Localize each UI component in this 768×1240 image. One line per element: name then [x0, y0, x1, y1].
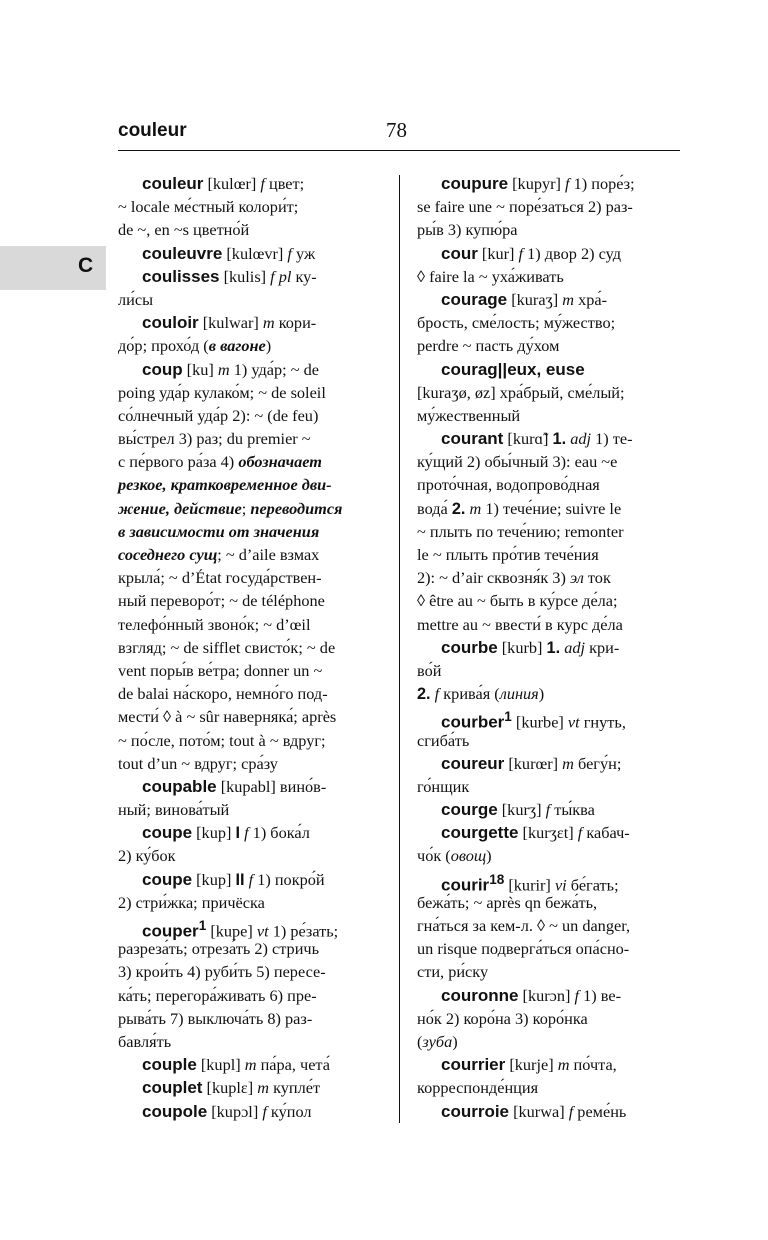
- entry-text: со́лнечный уда́р 2): ~ (de feu): [118, 405, 319, 425]
- entry-text: ◊ faire la ~ уха́живать: [417, 266, 564, 286]
- headword: coureur: [441, 753, 505, 773]
- entry-headline: [118, 775, 384, 798]
- sense-number: 2.: [417, 685, 431, 704]
- homonym-index: 1: [198, 918, 207, 933]
- entry-headline: [118, 265, 384, 288]
- entry-text: [kurɔn]: [518, 985, 575, 1005]
- entry-text: [kurwa]: [509, 1101, 569, 1121]
- entry-text: бегу́н;: [573, 753, 622, 773]
- entry-line: [118, 891, 384, 914]
- entry-line: [118, 705, 384, 728]
- entry-line: [417, 844, 683, 867]
- headword: coulisses: [142, 266, 220, 286]
- entry-text: с пе́рвого ра́за 4): [118, 452, 239, 472]
- headword: courber: [441, 712, 505, 732]
- entry-line: [118, 589, 384, 612]
- entry-line: [417, 1030, 683, 1053]
- entry-text: мести́ ◊ à ~ sûr наверняка́; après: [118, 707, 337, 727]
- entry-headline: [118, 242, 384, 265]
- entry-text: кри-: [585, 637, 620, 657]
- entry-text: бавля́ть: [118, 1031, 172, 1051]
- entry-line: [118, 937, 384, 960]
- page-number: 78: [386, 118, 407, 142]
- header-rule: [118, 150, 680, 151]
- entry-text: [kuraʒø, øz] хра́брый, сме́лый;: [417, 382, 625, 402]
- entry-text: [kurʒɛt]: [518, 823, 578, 843]
- entry-text: 1) уда́р; ~ de: [229, 359, 319, 379]
- entry-line: [417, 775, 683, 798]
- grammar-label: овощ: [450, 846, 487, 866]
- entry-text: ): [265, 336, 272, 356]
- entry-text: бежа́ть; ~ après qn бежа́ть,: [417, 892, 598, 912]
- entry-line: [118, 473, 384, 496]
- entry-line: [118, 682, 384, 705]
- headword: courge: [441, 800, 498, 820]
- grammar-label: adj: [564, 637, 585, 657]
- headword: courant: [441, 429, 504, 449]
- alphabet-tab-letter: C: [78, 254, 94, 277]
- entry-text: хра́-: [574, 289, 608, 309]
- usage-note: в зависимости от значения: [118, 521, 320, 541]
- headword: couloir: [142, 313, 199, 333]
- entry-line: [118, 288, 384, 311]
- entry-text: 1) ве-: [579, 985, 621, 1005]
- grammar-label: m: [562, 753, 574, 773]
- entry-line: [118, 566, 384, 589]
- right-column: [417, 172, 683, 1123]
- entry-headline: [417, 821, 683, 844]
- entry-text: [kulœvr]: [222, 243, 288, 263]
- entry-line: [118, 844, 384, 867]
- entry-text: бе́гать;: [566, 875, 619, 895]
- entry-line: [118, 1007, 384, 1030]
- entry-line: [417, 497, 683, 520]
- entry-headline: [417, 427, 683, 450]
- entry-text: 2) ку́бок: [118, 846, 176, 866]
- entry-text: во́й: [417, 660, 442, 680]
- entry-headline: [118, 1100, 384, 1123]
- entry-line: [417, 195, 683, 218]
- running-head-word: couleur: [118, 120, 187, 141]
- entry-headline: [118, 311, 384, 334]
- entry-headline: [417, 242, 683, 265]
- entry-text: 1) те-: [591, 429, 633, 449]
- entry-line: [118, 752, 384, 775]
- entry-text: вода́: [417, 498, 452, 518]
- entry-text: [kurje]: [505, 1055, 558, 1075]
- entry-line: [417, 937, 683, 960]
- entry-line: [118, 450, 384, 473]
- entry-text: ): [538, 684, 545, 704]
- entry-line: [118, 613, 384, 636]
- headword: coup: [142, 359, 183, 379]
- entry-text: кабач-: [582, 823, 630, 843]
- entry-headline: [118, 172, 384, 195]
- entry-text: [kupe]: [206, 921, 257, 941]
- entry-text: разреза́ть; отреза́ть 2) стричь: [118, 939, 320, 959]
- entry-line: [417, 218, 683, 241]
- entry-text: купле́т: [269, 1078, 321, 1098]
- grammar-label: f: [565, 174, 570, 193]
- grammar-label: m: [469, 498, 482, 518]
- homonym-index: 18: [489, 871, 505, 887]
- entry-line: [417, 265, 683, 288]
- entry-text: [kup]: [192, 869, 236, 889]
- entry-text: 3) крои́ть 4) руби́ть 5) пересе-: [118, 962, 326, 982]
- entry-headline: [417, 868, 683, 895]
- headword: couronne: [441, 985, 519, 1005]
- entry-text: ку́пол: [266, 1101, 312, 1121]
- entry-text: perdre ~ пасть ду́хом: [417, 336, 560, 356]
- entry-text: ~ по́сле, пото́м; tout à ~ вдруг;: [118, 730, 326, 750]
- headword: couplet: [142, 1078, 203, 1098]
- entry-text: вы́стрел 3) раз; du premier ~: [118, 429, 311, 449]
- entry-headline: [118, 868, 384, 891]
- entry-text: реме́нь: [573, 1101, 627, 1121]
- column-divider: [399, 175, 400, 1123]
- entry-text: взгляд; ~ de sifflet свисто́к; ~ de: [118, 637, 336, 657]
- entry-text: tout d’un ~ вдруг; сра́зу: [118, 753, 278, 773]
- headword: couper: [142, 921, 199, 941]
- grammar-label: f: [577, 823, 583, 843]
- sense-number: I: [235, 824, 240, 843]
- headword: coupe: [142, 823, 193, 843]
- entry-line: [118, 404, 384, 427]
- grammar-label: f: [244, 823, 249, 843]
- entry-text: de ~, en ~s цветно́й: [118, 220, 250, 240]
- grammar-label: f: [248, 869, 254, 889]
- grammar-label: adj: [570, 429, 592, 449]
- usage-note: переводится: [250, 498, 343, 518]
- grammar-label: f: [287, 243, 292, 263]
- entry-headline: [118, 914, 384, 941]
- entry-text: [kurir]: [504, 875, 555, 895]
- entry-headline: [118, 358, 384, 381]
- entry-line: [417, 381, 683, 404]
- entry-text: ~ плыть по тече́нию; remonter: [417, 521, 624, 541]
- entry-text: 1) тече́ние; suivre le: [481, 498, 622, 518]
- entry-text: [ku]: [182, 359, 218, 379]
- entry-headline: [417, 798, 683, 821]
- entry-headline: [417, 172, 683, 195]
- entry-headline: [118, 821, 384, 844]
- left-column: [118, 172, 384, 1123]
- entry-text: ~ locale ме́стный колори́т;: [118, 197, 299, 217]
- entry-text: [kurɑ̃]: [503, 429, 553, 449]
- entry-text: mettre au ~ ввести́ в курс де́ла: [417, 614, 623, 634]
- entry-line: [417, 520, 683, 543]
- alphabet-tab: [0, 246, 106, 290]
- entry-text: [kurʒ]: [497, 800, 546, 820]
- entry-line: [118, 960, 384, 983]
- entry-line: [417, 659, 683, 682]
- homonym-index: 1: [504, 709, 512, 725]
- entry-text: [kuplɛ]: [202, 1078, 258, 1098]
- entry-line: [118, 984, 384, 1007]
- usage-note: соседнего сущ: [118, 545, 218, 564]
- entry-line: [417, 613, 683, 636]
- grammar-label: vt: [567, 712, 580, 732]
- entry-headline: [417, 288, 683, 311]
- entry-text: [kur]: [477, 243, 519, 263]
- entry-text: [kulœr]: [203, 174, 261, 193]
- headword: couleuvre: [142, 243, 223, 263]
- entry-headline: [417, 752, 683, 775]
- entry-text: го́нщик: [417, 776, 470, 796]
- headword: coupe: [142, 869, 193, 889]
- headword: cour: [441, 243, 478, 263]
- entry-text: [kurbe]: [511, 712, 568, 732]
- entry-text: гна́ться за кем-л. ◊ ~ un danger,: [417, 916, 631, 935]
- grammar-label: f: [568, 1101, 574, 1121]
- entry-text: кори-: [274, 313, 317, 333]
- entry-line: [417, 891, 683, 914]
- entry-line: [417, 589, 683, 612]
- usage-note: обозначает: [238, 452, 322, 472]
- headword: courage: [441, 289, 508, 309]
- entry-text: чо́к (: [417, 846, 451, 866]
- usage-note: в вагоне: [208, 336, 266, 356]
- entry-text: ты́ква: [550, 800, 595, 820]
- running-header: [118, 118, 678, 148]
- grammar-label: vt: [256, 921, 269, 941]
- entry-text: [kulis]: [219, 266, 271, 286]
- grammar-label: f pl: [270, 266, 292, 286]
- entry-text: poing уда́р кулако́м; ~ de soleil: [118, 382, 326, 402]
- entry-text: 1) покро́й: [253, 869, 325, 889]
- entry-text: [kup]: [192, 823, 236, 843]
- entry-text: ку-: [291, 266, 317, 286]
- entry-text: сти, ри́ску: [417, 962, 489, 982]
- entry-line: [417, 404, 683, 427]
- entry-text: ◊ être au ~ быть в ку́рсе де́ла;: [417, 591, 618, 611]
- entry-text: брость, сме́лость; му́жество;: [417, 313, 616, 333]
- grammar-label: m: [217, 359, 230, 379]
- headword: courrier: [441, 1055, 506, 1075]
- entry-line: [118, 520, 384, 543]
- entry-text: [kulwar]: [198, 313, 263, 333]
- sense-number: 1.: [552, 430, 567, 449]
- entry-line: [118, 195, 384, 218]
- entry-text: ;: [241, 498, 251, 518]
- grammar-label: m: [262, 313, 275, 333]
- headword: courroie: [441, 1101, 510, 1121]
- grammar-label: f: [434, 684, 440, 704]
- entry-text: [kurœr]: [504, 753, 563, 773]
- entry-text: уж: [291, 243, 316, 263]
- entry-text: ры́в 3) купю́ра: [417, 220, 518, 240]
- grammar-label: зуба: [422, 1031, 453, 1051]
- entry-text: корреспонде́нция: [417, 1078, 539, 1098]
- entry-text: se faire une ~ поре́заться 2) раз-: [417, 197, 633, 217]
- grammar-label: f: [518, 243, 524, 263]
- headword: courir: [441, 875, 490, 895]
- entry-line: [118, 497, 384, 520]
- entry-text: ): [486, 846, 492, 866]
- entry-text: [kurb]: [497, 637, 547, 657]
- entry-text: крыла́; ~ d’État госуда́рствен-: [118, 568, 322, 588]
- grammar-label: m: [257, 1078, 269, 1098]
- entry-text: ный переворо́т; ~ de téléphone: [118, 591, 325, 611]
- headword: coupure: [441, 174, 509, 193]
- entry-text: крива́я (: [439, 684, 500, 704]
- entry-line: [417, 543, 683, 566]
- headword: courgette: [441, 823, 519, 843]
- entry-text: сгиба́ть: [417, 730, 470, 750]
- entry-text: прото́чная, водопрово́дная: [417, 475, 600, 495]
- entry-line: [417, 473, 683, 496]
- entry-text: но́к 2) коро́на 3) коро́нка: [417, 1008, 588, 1028]
- entry-text: [kupɔl]: [207, 1101, 263, 1121]
- grammar-label: m: [557, 1055, 570, 1075]
- entry-text: телефо́нный звоно́к; ~ d’œil: [118, 614, 311, 634]
- entry-headline: [118, 1076, 384, 1099]
- entry-text: 1) двор 2) суд: [523, 243, 622, 263]
- entry-text: ный; винова́тый: [118, 800, 230, 820]
- entry-line: [118, 543, 384, 566]
- entry-headline: [417, 636, 683, 659]
- entry-text: до́р; прохо́д (: [118, 336, 209, 356]
- grammar-label: эл: [569, 568, 584, 588]
- entry-text: ; ~ d’aile взмах: [217, 545, 320, 564]
- entry-text: [kupabl] вино́в-: [216, 776, 327, 796]
- entry-headline: [417, 358, 683, 381]
- grammar-label: m: [244, 1055, 257, 1075]
- entry-text: ка́ть; перегора́живать 6) пре-: [118, 985, 317, 1005]
- entry-headline: [417, 984, 683, 1007]
- headword: couple: [142, 1055, 197, 1075]
- entry-text: па́ра, чета́: [256, 1055, 330, 1075]
- entry-headline: [417, 1053, 683, 1076]
- grammar-label: f: [262, 1101, 267, 1121]
- headword: coupable: [142, 776, 217, 796]
- entry-headline: [417, 1100, 683, 1123]
- entry-text: ток: [583, 568, 611, 588]
- sense-number: 1.: [546, 638, 561, 657]
- entry-text: цвет;: [264, 174, 305, 193]
- entry-line: [118, 218, 384, 241]
- entry-line: [118, 1030, 384, 1053]
- entry-text: 1) бока́л: [248, 823, 310, 843]
- entry-text: (: [417, 1031, 423, 1051]
- entry-line: [118, 427, 384, 450]
- entry-text: ку́щий 2) обы́чный 3): eau ~e: [417, 452, 618, 472]
- entry-text: un risque подверга́ться опа́сно-: [417, 939, 630, 959]
- entry-line: [417, 1076, 683, 1099]
- entry-text: рыва́ть 7) выключа́ть 8) раз-: [118, 1008, 313, 1028]
- grammar-label: f: [260, 174, 265, 193]
- entry-text: [kupyr]: [508, 174, 566, 193]
- sense-number: II: [235, 870, 245, 889]
- headword: coupole: [142, 1101, 208, 1121]
- entry-line: [417, 334, 683, 357]
- grammar-label: m: [562, 289, 575, 309]
- entry-line: [417, 566, 683, 589]
- entry-text: гнуть,: [579, 712, 626, 732]
- grammar-label: f: [545, 800, 551, 820]
- entry-line: [417, 311, 683, 334]
- entry-headline: [118, 1053, 384, 1076]
- entry-text: 2) стри́жка; причёска: [118, 892, 265, 912]
- entry-line: [118, 729, 384, 752]
- entry-text: [kupl]: [196, 1055, 245, 1075]
- headword: courag||eux, euse: [441, 359, 585, 379]
- entry-headline: [417, 705, 683, 732]
- entry-line: [118, 334, 384, 357]
- entry-text: ): [452, 1031, 458, 1051]
- sense-number: 2.: [451, 499, 466, 518]
- entry-text: по́чта,: [569, 1055, 617, 1075]
- entry-text: 1) ре́зать;: [268, 921, 339, 941]
- entry-text: le ~ плыть про́тив тече́ния: [417, 545, 599, 564]
- entry-text: 2): ~ d’air сквозня́к 3): [417, 568, 570, 588]
- usage-note: резкое, кратковременное дви-: [118, 475, 332, 495]
- entry-line: [118, 636, 384, 659]
- entry-line: [118, 798, 384, 821]
- entry-line: [417, 450, 683, 473]
- entry-text: [kuraʒ]: [507, 289, 563, 309]
- entry-line: [417, 914, 683, 937]
- usage-note: жение, действие: [118, 498, 242, 518]
- grammar-label: линия: [499, 684, 539, 704]
- entry-line: [417, 960, 683, 983]
- entry-text: 1) поре́з;: [569, 174, 635, 193]
- entry-line: [417, 1007, 683, 1030]
- entry-text: de balai на́скоро, немно́го под-: [118, 684, 328, 704]
- entry-text: му́жественный: [417, 405, 521, 425]
- entry-text: ли́сы: [118, 289, 154, 309]
- entry-line: [417, 682, 683, 705]
- grammar-label: vi: [554, 875, 567, 895]
- entry-line: [118, 659, 384, 682]
- headword: couleur: [142, 174, 204, 193]
- headword: courbe: [441, 637, 498, 657]
- entry-line: [118, 381, 384, 404]
- entry-text: vent поры́в ве́тра; donner un ~: [118, 660, 323, 680]
- grammar-label: f: [574, 985, 580, 1005]
